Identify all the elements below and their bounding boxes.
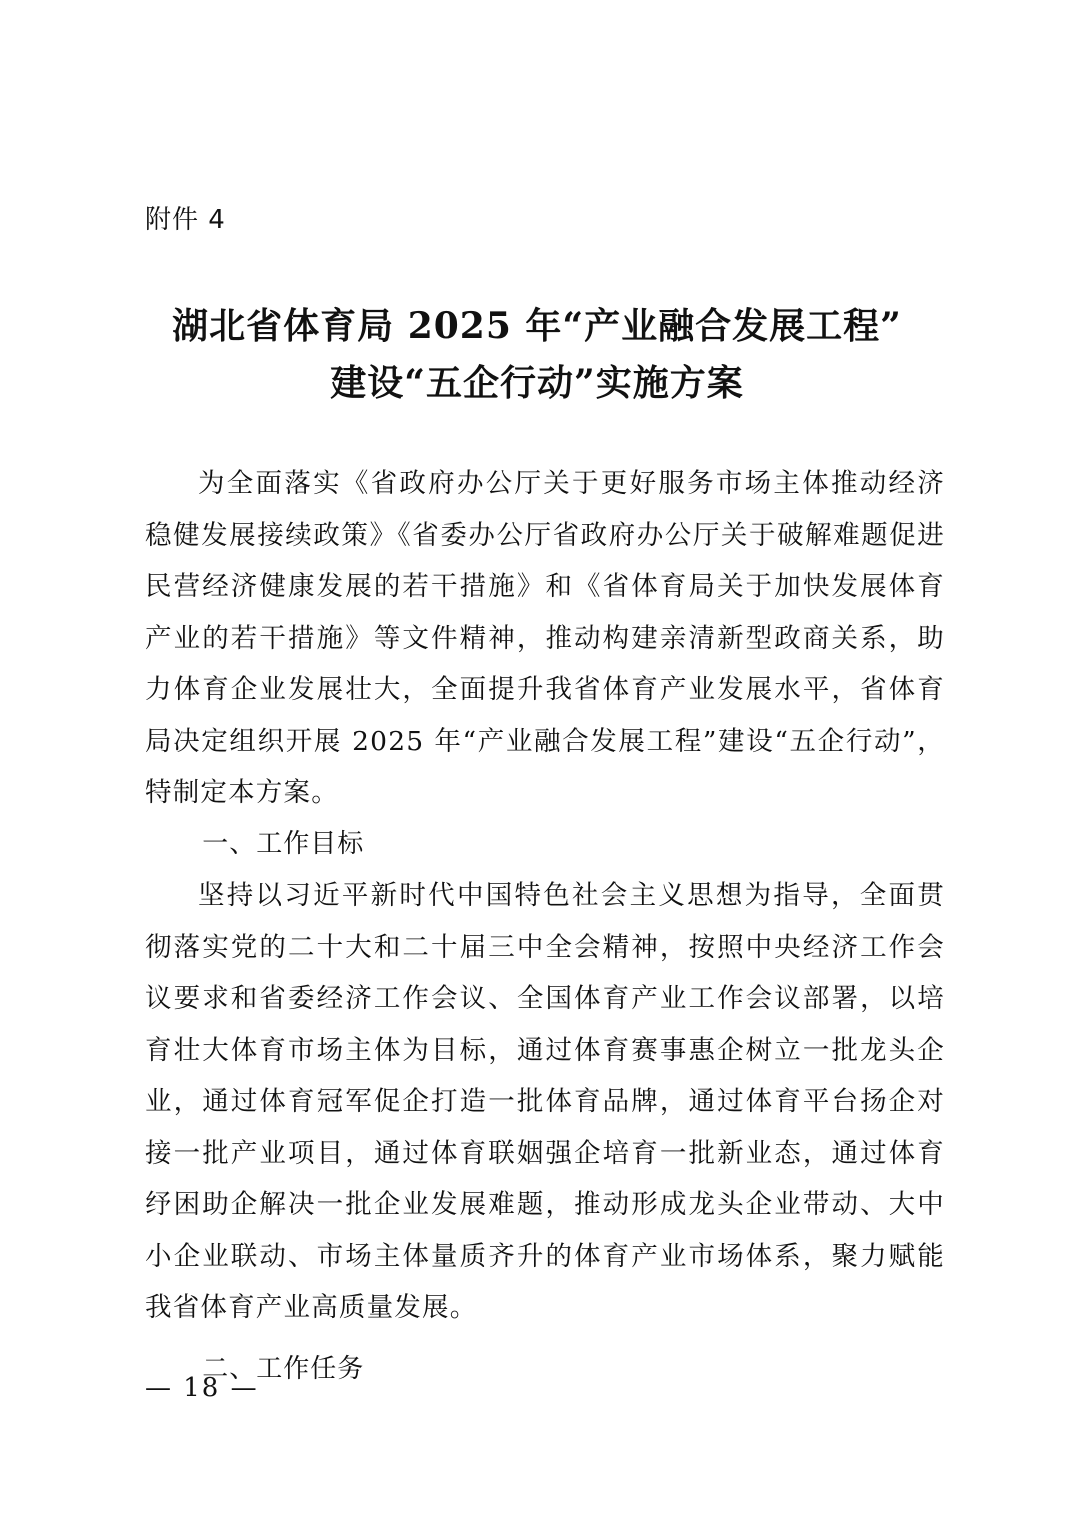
document-title-line-2: 建设“五企行动”实施方案 [330, 362, 744, 404]
attachment-label: 附件 4 [145, 205, 226, 235]
section-heading-goals: 一、工作目标 [202, 828, 365, 859]
document-body [145, 458, 945, 1395]
section-heading-tasks: 二、工作任务 [202, 1353, 365, 1384]
document-title-line-1: 湖北省体育局 2025 年“产业融合发展工程” [172, 305, 902, 347]
goals-paragraph: 坚持以习近平新时代中国特色社会主义思想为指导，全面贯彻落实党的二十大和二十届三中全会精神，按照中央经济工作会议要求和省委经济工作会议、全国体育产业工作会议部署，以培育壮大体育市场主体为目标，通过体育赛事惠企树立一批龙头企业，通过体育冠军促企打造一批体育品牌，通过体育平台扬企对接一批产业项目，通过体育联姻强企培育一批新业态，通过体育纾困助企解决一批企业发展难题，推动形成龙头企业带动、大中小企业联动、市场主体量质齐升的体育产业市场体系，聚力赋能我省体育产业高质量发展。 [145, 880, 945, 1323]
intro-paragraph: 为全面落实《省政府办公厅关于更好服务市场主体推动经济稳健发展接续政策》《省委办公厅省政府办公厅关于破解难题促进民营经济健康发展的若干措施》和《省体育局关于加快发展体育产业的若干措施》等文件精神，推动构建亲清新型政商关系，助力体育企业发展壮大，全面提升我省体育产业发展水平，省体育局决定组织开展 2025 年“产业融合发展工程”建设“五企行动”，特制定本方案。 [145, 468, 945, 808]
page-number: — 18 — [145, 1373, 259, 1403]
